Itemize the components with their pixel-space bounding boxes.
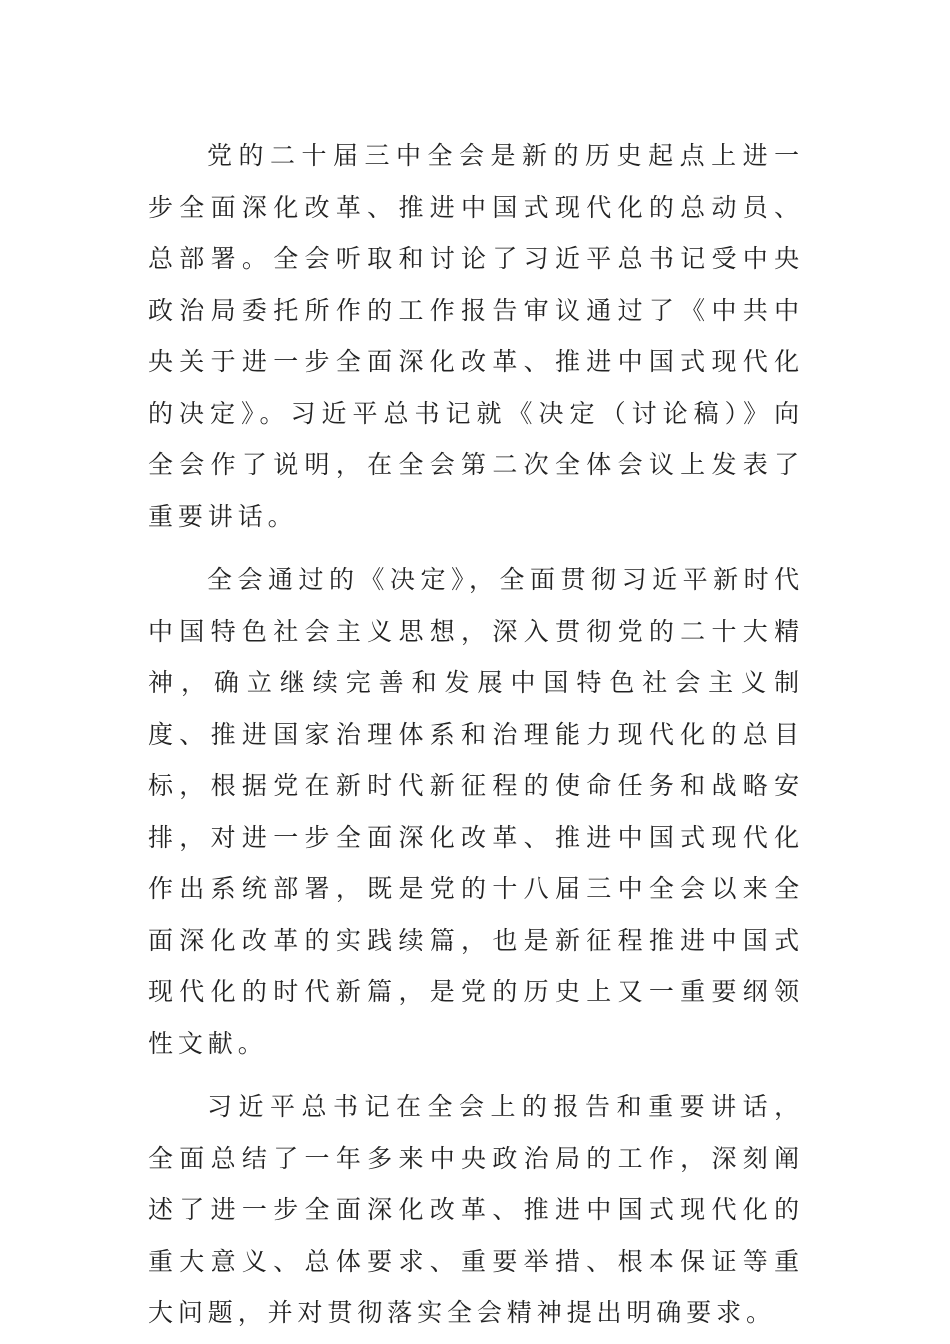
paragraph-2: 全会通过的《决定》，全面贯彻习近平新时代中国特色社会主义思想，深入贯彻党的二十大精神，确立继续完善和发展中国特色社会主义制度、推进国家治理体系和治理能力现代化的总目标，根据党在新时代新征程的使命任务和战略安排，对进一步全面深化改革、推进中国式现代化作出系统部署，既是党的十八届三中全会以来全面深化改革的实践续篇，也是新征程推进中国式现代化的时代新篇，是党的历史上又一重要纲领性文献。 — [148, 565, 804, 1058]
document-page — [148, 130, 804, 1339]
paragraph-1: 党的二十届三中全会是新的历史起点上进一步全面深化改革、推进中国式现代化的总动员、总部署。全会听取和讨论了习近平总书记受中央政治局委托所作的工作报告审议通过了《中共中央关于进一步全面深化改革、推进中国式现代化的决定》。习近平总书记就《决定（讨论稿）》向全会作了说明，在全会第二次全体会议上发表了重要讲话。 — [148, 141, 804, 531]
paragraph-3: 习近平总书记在全会上的报告和重要讲话，全面总结了一年多来中央政治局的工作，深刻阐述了进一步全面深化改革、推进中国式现代化的重大意义、总体要求、重要举措、根本保证等重大问题，并对贯彻落实全会精神提出明确要求。 — [148, 1092, 804, 1327]
